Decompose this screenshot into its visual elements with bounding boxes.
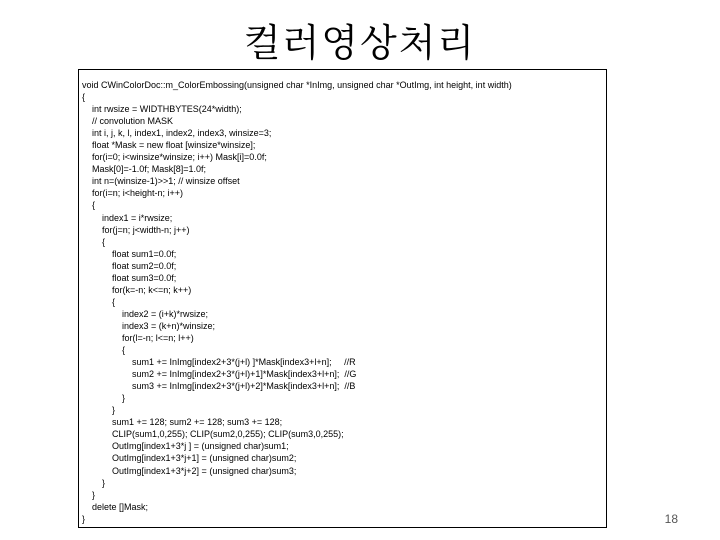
code-line: } — [82, 477, 106, 488]
code-line: int n=(winsize-1)>>1; // winsize offset — [82, 176, 240, 187]
code-line: sum1 += 128; sum2 += 128; sum3 += 128; — [82, 417, 283, 428]
code-line: index1 = i*rwsize; — [82, 212, 173, 223]
code-line: Mask[0]=-1.0f; Mask[8]=1.0f; — [82, 164, 207, 175]
code-line: // convolution MASK — [82, 116, 174, 127]
code-line: for(i=0; i<winsize*winsize; i++) Mask[i]=0.0f; — [82, 152, 267, 163]
code-line: sum3 += InImg[index2+3*(j+l)+2]*Mask[index3+l+n]; //B — [82, 381, 356, 392]
code-listing — [82, 79, 607, 525]
code-line: float *Mask = new float [winsize*winsize]; — [82, 140, 256, 151]
code-line: float sum3=0.0f; — [82, 272, 177, 283]
code-line: { — [82, 92, 86, 103]
code-line: float sum1=0.0f; — [82, 248, 177, 259]
code-line: OutImg[index1+3*j+2] = (unsigned char)sum3; — [82, 465, 297, 476]
code-line: index2 = (i+k)*rwsize; — [82, 308, 209, 319]
code-line: int i, j, k, l, index1, index2, index3, winsize=3; — [82, 128, 272, 139]
code-line: sum2 += InImg[index2+3*(j+l)+1]*Mask[index3+l+n]; //G — [82, 369, 357, 380]
code-line: float sum2=0.0f; — [82, 260, 177, 271]
code-line: { — [82, 200, 96, 211]
code-line: for(j=n; j<width-n; j++) — [82, 224, 190, 235]
code-line: int rwsize = WIDTHBYTES(24*width); — [82, 104, 242, 115]
code-line: sum1 += InImg[index2+3*(j+l) ]*Mask[index3+l+n]; //R — [82, 357, 356, 368]
code-line: for(i=n; i<height-n; i++) — [82, 188, 184, 199]
page-number: 18 — [664, 512, 678, 526]
code-line: for(k=-n; k<=n; k++) — [82, 284, 192, 295]
slide-title: 컬러영상처리 — [243, 21, 477, 65]
code-line: } — [82, 513, 86, 524]
code-line: { — [82, 236, 106, 247]
code-line: } — [82, 393, 126, 404]
code-line: OutImg[index1+3*j ] = (unsigned char)sum1; — [82, 441, 289, 452]
code-line: index3 = (k+n)*winsize; — [82, 320, 216, 331]
code-line: CLIP(sum1,0,255); CLIP(sum2,0,255); CLIP(sum3,0,255); — [82, 429, 344, 440]
code-line: } — [82, 489, 96, 500]
code-line: { — [82, 345, 126, 356]
code-line: OutImg[index1+3*j+1] = (unsigned char)sum2; — [82, 453, 297, 464]
code-line: void CWinColorDoc::m_ColorEmbossing(unsigned char *InImg, unsigned char *OutImg, int height, int width) — [82, 80, 512, 90]
code-line: { — [82, 296, 116, 307]
code-line: for(l=-n; l<=n; l++) — [82, 332, 194, 343]
code-line: } — [82, 405, 116, 416]
code-line: delete []Mask; — [82, 501, 149, 512]
